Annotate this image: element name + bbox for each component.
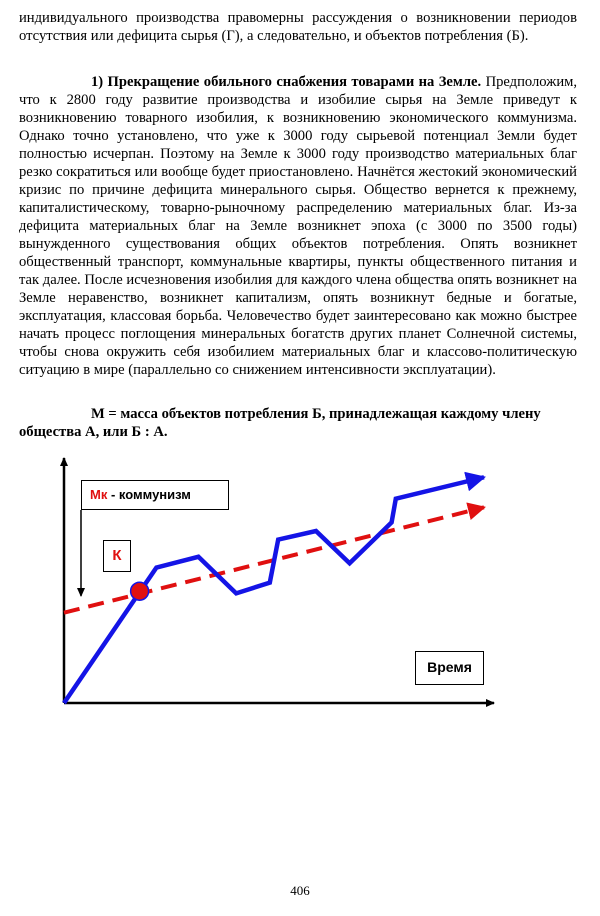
- point-k: [131, 582, 149, 600]
- x-axis-label: Время: [415, 651, 484, 685]
- page-number: 406: [290, 883, 310, 898]
- section-body: Предположим, что к 2800 году развитие производства и изобилие сырья на Земле приведут к возникновению товарного изобилия, к возникновению экономического коммунизма. Однако точно установлено, что уже к 3000 году сырьевой потенциал Земли будет полностью исчерпан. Поэтому на Земле к 3000 году производство материальных благ резко сократиться или вообще будет приостановлено. Начнётся жестокий экономический кризис по причине дефицита минерального сырья. Общество вернется к прежнему, капиталистическому, товарно-рыночному распределению материальных благ. Из-за дефицита материальных благ на Земле возникнет эпоха (с 3000 по 3500 годы) вынужденного существования общих объектов потребления. Опять возникнет общественный транспорт, коммунальные квартиры, пункты общественного питания и так далее. После исчезновения изобилия для каждого члена общества опять возникнет на Земле неравенство, возникнет капитализм, опять возникнут бедные и богатые, эксплуатация, классовая борьба. Человечество будет заинтересовано как можно быстрее начать процесс поглощения минеральных богатств других планет Солнечной системы, чтобы снова окружить себя изобилием материальных благ и классово-политическую ситуацию в мире (параллельно со снижением интенсивности эксплуатации).: [19, 74, 578, 378]
- section-heading: 1) Прекращение обильного снабжения товарами на Земле.: [91, 74, 482, 90]
- threshold-label-suffix: - коммунизм: [107, 487, 191, 502]
- threshold-label-prefix: Мк: [90, 487, 108, 502]
- intro-paragraph: индивидуального производства правомерны рассуждения о возникновении периодов отсутствия или дефицита сырья (Г), а следовательно, и объектов потребления (Б).: [19, 10, 577, 44]
- formula-caption: М = масса объектов потребления Б, принадлежащая каждому члену общества А, или Б : А.: [19, 406, 541, 440]
- point-label: К: [103, 540, 131, 572]
- section-paragraph: [19, 73, 577, 379]
- threshold-label: [81, 480, 229, 510]
